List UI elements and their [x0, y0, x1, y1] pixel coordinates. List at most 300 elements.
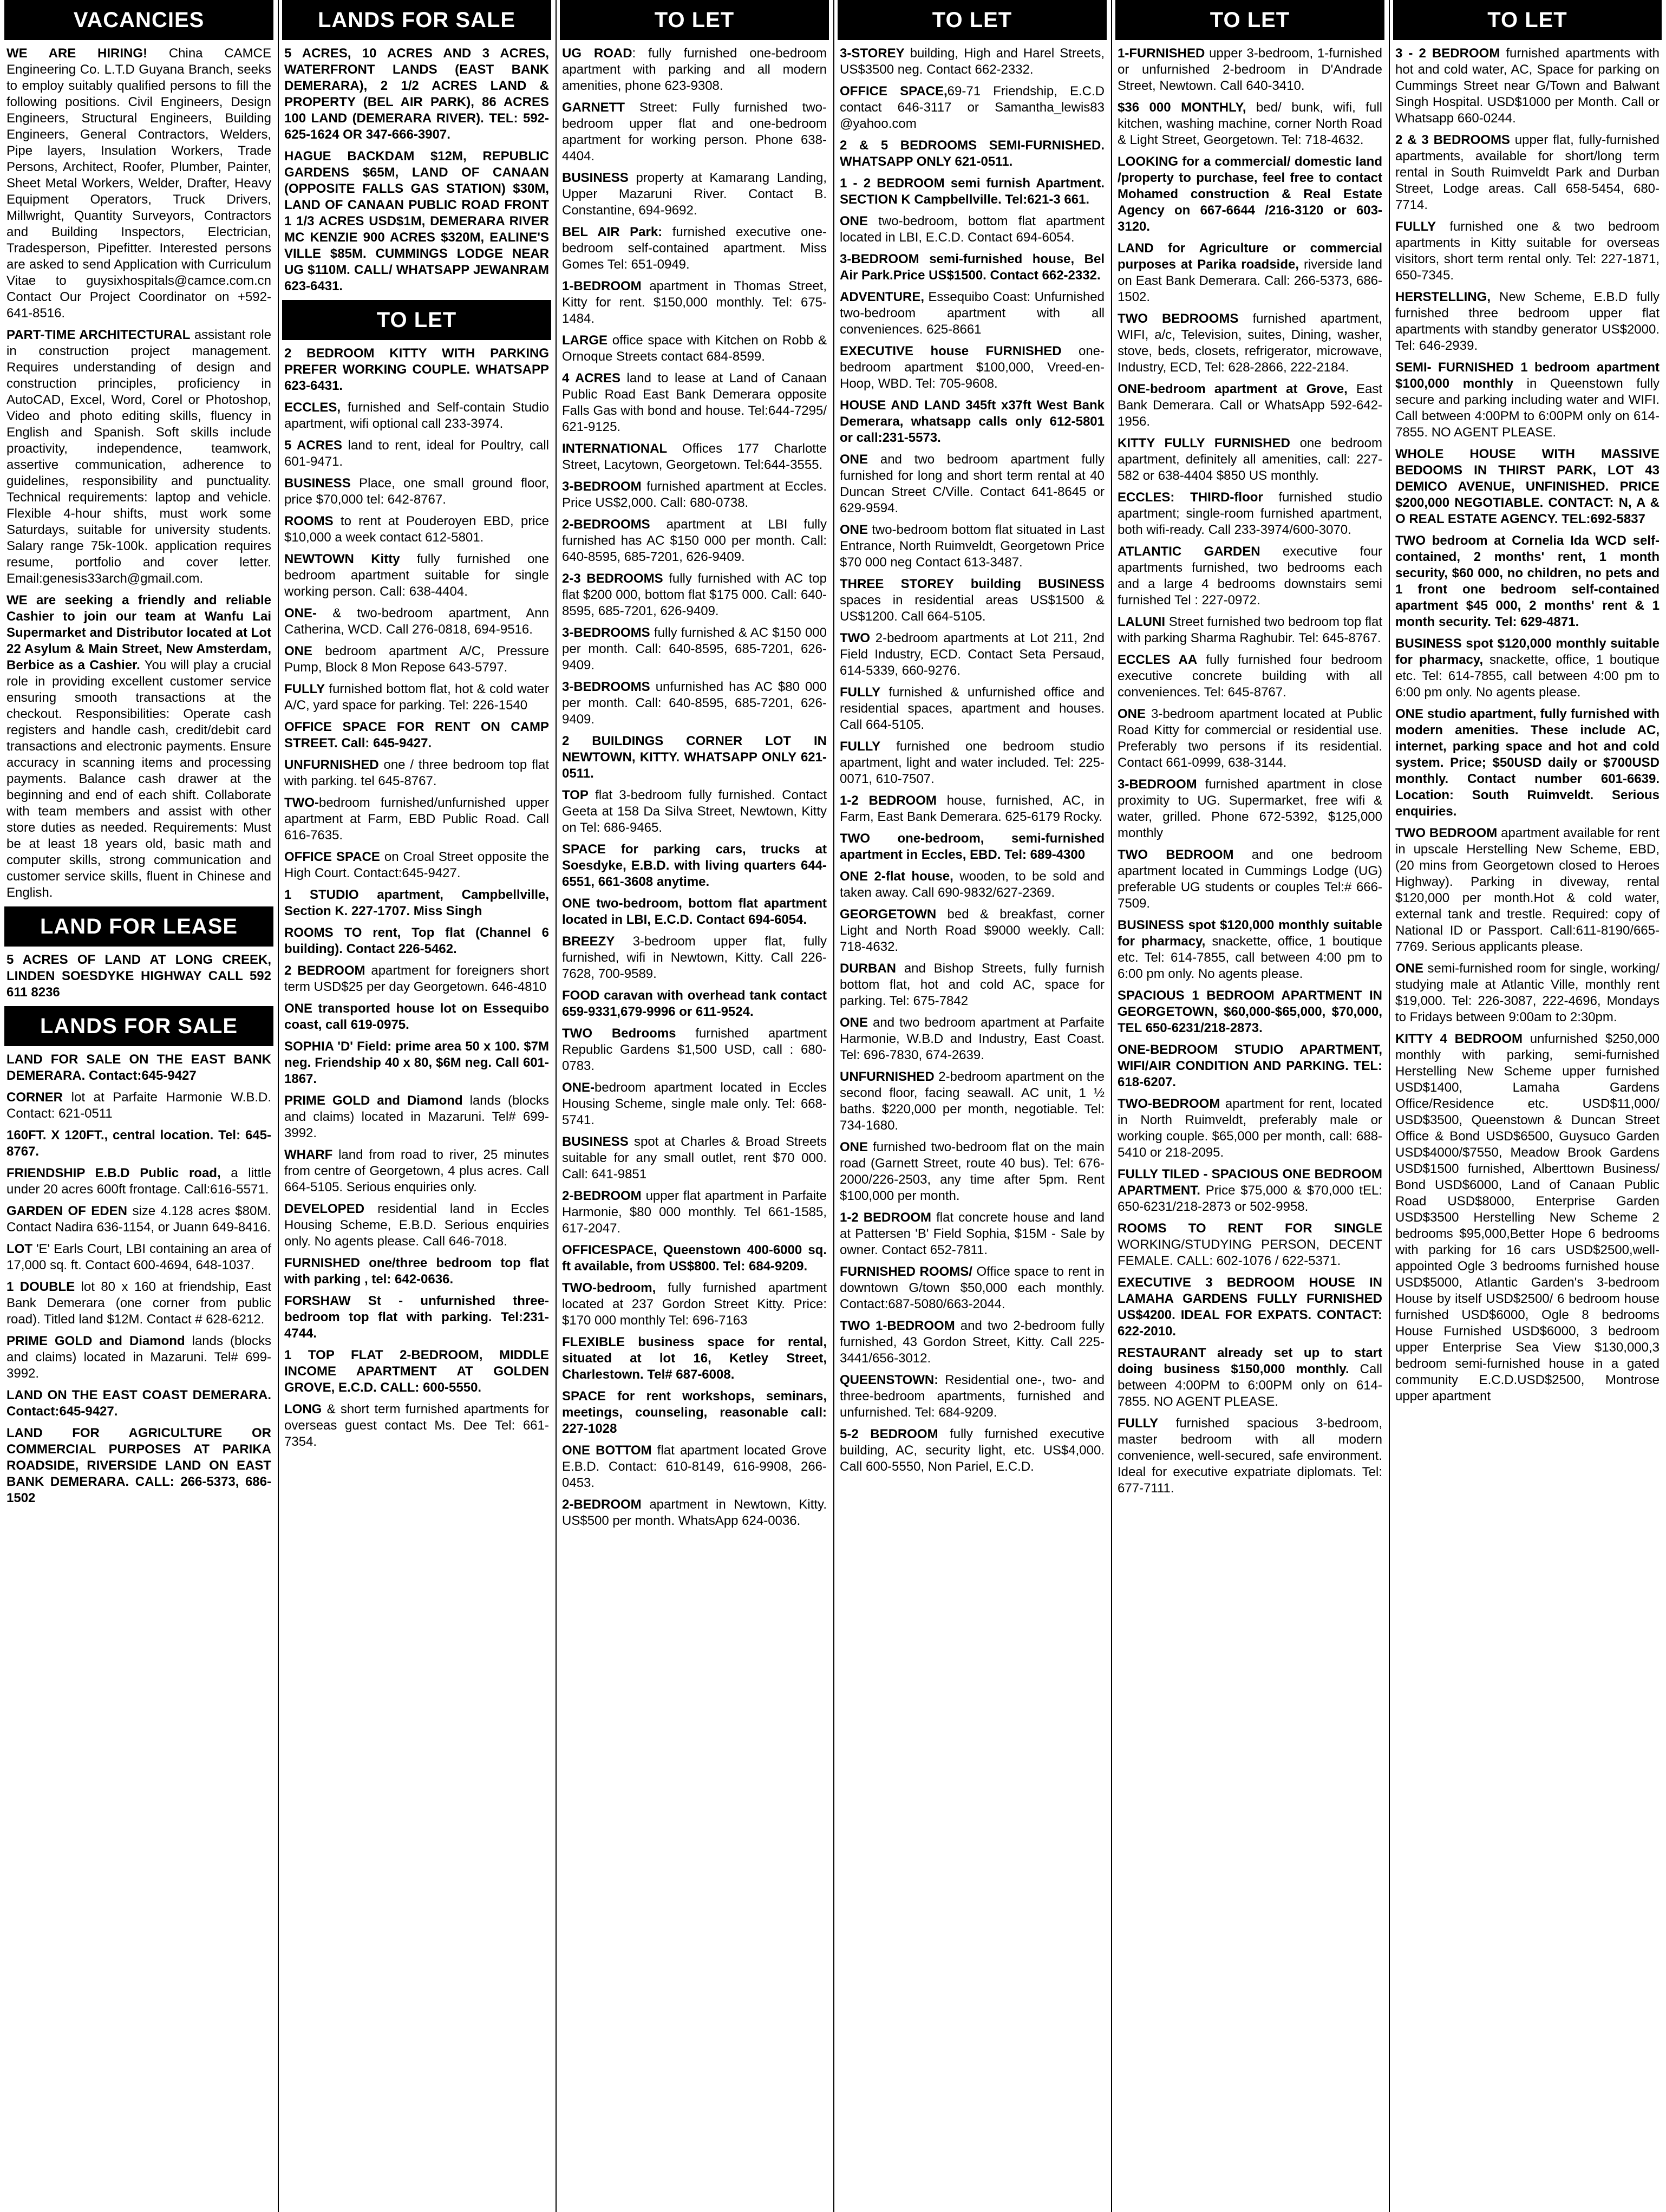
classified-ad [838, 397, 1107, 446]
ad-body: 3-bedroom upper flat, fully furnished, wifi in Newtown, Kitty. Call 226-7628, 700-9589. [562, 934, 827, 981]
classified-ad [1393, 219, 1662, 284]
ad-body: and one bedroom apartment located in Cummings Lodge (UG) preferable UG students or couples Tel:# 666-7509. [1118, 847, 1382, 911]
ad-lead: LALUNI [1118, 615, 1165, 629]
ad-lead: TWO one-bedroom, semi-furnished apartment in Eccles, EBD. Tel: 689-4300 [840, 831, 1105, 862]
ad-body: bedroom apartment located in Eccles Housing Scheme, single male only. Tel: 668-5741. [562, 1080, 827, 1127]
ad-body: spaces in residential areas US$1500 & US$1200. Call 664-5105. [840, 593, 1105, 624]
ad-lead: 2 & 3 BEDROOMS [1395, 133, 1510, 147]
classified-ad [4, 1333, 273, 1382]
classified-ad [560, 1026, 829, 1074]
classified-ad [560, 988, 829, 1020]
ad-lead: ONE- [562, 1080, 594, 1095]
ad-lead: $36 000 MONTHLY, [1118, 100, 1246, 115]
classified-ad [838, 1426, 1107, 1475]
classified-ad [282, 1293, 551, 1342]
ad-lead: THREE STOREY building BUSINESS [840, 577, 1105, 591]
ad-lead: UNFURNISHED [840, 1069, 935, 1084]
classified-ad [838, 1069, 1107, 1134]
classified-ad [282, 1093, 551, 1141]
classified-ad [282, 849, 551, 882]
ad-lead: TOP [562, 788, 589, 802]
ad-lead: ONE [284, 644, 313, 658]
classified-ad [838, 138, 1107, 170]
classified-ad [1393, 706, 1662, 820]
ad-lead: WHOLE HOUSE WITH MASSIVE BEDOOMS IN THIRST PARK, LOT 43 DEMICO AVENUE, UNFINISHED. PRICE $200,000 NEGOTIABLE. CONTACT: N, A & O REAL ESTATE AGENCY. TEL:692-5837 [1395, 447, 1660, 526]
ad-body: riverside land on East Bank Demerara. Call: 266-5373, 686-1502. [1118, 257, 1383, 304]
classified-ad [1393, 636, 1662, 701]
ad-lead: GARNETT [562, 100, 625, 115]
classified-ad [4, 1052, 273, 1084]
ad-body: assistant role in construction project management. Requires understanding of design and construction principles, proficiency in AutoCAD, Excel, Word, Corel or Photoshop, Video and photo editing skills, fluency in English and Spanish. Soft skills include proactivity, independence, teamwork, assertive communication, adherence to guidelines, responsibility and punctuality. Technical requirements: laptop and vehicle. Flexible 4-hour shifts, must work some Saturdays, suitable for university students. Salary range 75k-100k. application requires resume, portfolio and cover letter. Email:genesis33arch@gmail.com. [6, 328, 271, 586]
classified-ad [560, 679, 829, 728]
ad-lead: ONE-BEDROOM STUDIO APARTMENT, WIFI/AIR CONDITION AND PARKING. TEL: 618-6207. [1118, 1042, 1382, 1089]
classified-ad [560, 1497, 829, 1529]
ad-body: flat concrete house and land at Pattersen 'B' Field Sophia, $15M - Sale by owner. Contact 652-7811. [840, 1210, 1105, 1257]
section-header: TO LET [838, 0, 1107, 40]
ad-body: building, High and Harel Streets, US$3500 neg. Contact 662-2332. [840, 46, 1105, 77]
ad-lead: PRIME GOLD and Diamond [284, 1093, 463, 1108]
classified-ad [838, 251, 1107, 284]
ad-body: flat apartment located Grove E.B.D. Contact: 610-8149, 616-9908, 266-0453. [562, 1443, 827, 1490]
ad-lead: WHARF [284, 1147, 333, 1162]
ad-body: furnished two-bedroom flat on the main road (Garnett Street, route 40 bus). Tel: 676-2000/226-2503, any time after 5pm. Rent $100,000 per month. [840, 1140, 1105, 1203]
ad-body: 2-bedroom apartments at Lot 211, 2nd Field Industry, ECD. Contact Seta Persaud, 614-5339, 660-9276. [840, 631, 1105, 678]
ad-body: land to lease at Land of Canaan Public Road East Bank Demerara opposite Falls Gas with bond and house. Tel:644-7295/ 621-9125. [562, 371, 827, 434]
ad-body: and two 2-bedroom fully furnished, 43 Gordon Street, Kitty. Call 225- 3441/656-3012. [840, 1319, 1105, 1366]
column-to-let-1 [560, 0, 829, 2212]
classified-ad [1393, 360, 1662, 441]
classified-ad [282, 1347, 551, 1396]
classified-ad [282, 400, 551, 432]
ad-lead: PRIME GOLD and Diamond [6, 1334, 185, 1348]
classified-ad [1115, 1345, 1384, 1410]
ad-body: furnished apartment in close proximity to UG. Supermarket, free wifi & water, grilled. Phone 672-5392, $125,000 monthly [1118, 777, 1382, 840]
ad-lead: ONE [840, 452, 868, 467]
ad-lead: INTERNATIONAL [562, 441, 668, 456]
classified-ad [282, 605, 551, 638]
ad-body: and two bedroom apartment at Parfaite Harmonie, W.B.D and Industry, East Coast. Tel: 696-7830, 674-2639. [840, 1015, 1105, 1062]
classified-ad [838, 452, 1107, 517]
classified-ad [282, 681, 551, 714]
classified-ad [838, 1264, 1107, 1313]
ad-lead: BEL AIR Park: [562, 225, 663, 239]
ad-body: Price $75,000 & $70,000 tEL: 650-6231/218-2873 or 502-9958. [1118, 1183, 1382, 1214]
classified-ad [560, 733, 829, 782]
classified-ad [560, 571, 829, 619]
ad-body: spot at Charles & Broad Streets suitable for any small outlet, rent $70 000. Call: 641-9851 [562, 1134, 827, 1182]
classified-ad [1115, 544, 1384, 609]
ad-lead: 1 - 2 BEDROOM semi furnish Apartment. SECTION K Campbellville. Tel:621-3 661. [840, 176, 1105, 207]
ad-body: Residential one-, two- and three-bedroom apartments, furnished and unfurnished. Tel: 684-9209. [840, 1373, 1105, 1420]
ad-body: China CAMCE Engineering Co. L.T.D Guyana Branch, seeks to employ suitably qualified persons to fill the following positions. Civil Engineers, Design Engineers, Structural Engineers, Building Engineers, General Contractors, Welders, Pipe layers, Insulation Workers, Trade Persons, Architect, Roofer, Plumber, Painter, Sheet Metal Workers, Welder, Drafter, Heavy Equipment Operators, Truck Drivers, Millwright, Quantity Surveyors, Contractors and Building Inspectors, Electrician, Tradesperson, Pipefitter. Interested persons are asked to send Application with Curriculum Vitae to guysixhospitals@camce.com.cn Contact Our Project Coordinator on +592-641-8516. [6, 46, 271, 321]
ad-body: : fully furnished one-bedroom apartment with parking and all modern amenities, phone 623-9308. [562, 46, 827, 93]
ad-body: lot at Parfaite Harmonie W.B.D. Contact: 621-0511 [6, 1090, 271, 1121]
ad-body: furnished one bedroom studio apartment, light and water included. Tel: 225-0071, 610-7507. [840, 739, 1105, 786]
ad-body: furnished studio apartment; single-room furnished apartment, both wifi-ready. Call 233-3974/600-3070. [1118, 490, 1382, 537]
column-divider [278, 0, 279, 2212]
classified-ad [560, 787, 829, 836]
ad-lead: 2 BUILDINGS CORNER LOT IN NEWTOWN, KITTY. WHATSAPP ONLY 621-0511. [562, 734, 827, 781]
ad-body: furnished & unfurnished office and residential spaces, apartment and houses. Call 664-5105. [840, 685, 1105, 732]
classified-ad [560, 100, 829, 165]
ad-lead: ECCLES: THIRD-floor [1118, 490, 1263, 505]
column-to-let-2 [838, 0, 1107, 2212]
ad-lead: CORNER [6, 1090, 63, 1105]
ad-body: Call between 4:00PM to 6:00PM only on 614-7855. NO AGENT PLEASE. [1118, 1362, 1382, 1409]
ad-lead: BUSINESS [562, 1134, 629, 1149]
ad-lead: FULLY [840, 739, 881, 754]
ad-lead: OFFICESPACE, Queenstown 400-6000 sq. ft available, from US$800. Tel: 684-9209. [562, 1243, 827, 1274]
ad-lead: 3-STOREY [840, 46, 905, 61]
classified-ad [838, 793, 1107, 825]
ad-lead: ONE 2-flat house, [840, 869, 953, 884]
ad-lead: BUSINESS [562, 171, 629, 185]
column-divider [556, 0, 557, 2212]
ad-lead: LONG [284, 1402, 322, 1417]
ad-lead: KITTY FULLY FURNISHED [1118, 436, 1290, 451]
ad-body: apartment available for rent in upscale Herstelling New Scheme, EBD, (20 mins from Georgetown closed to Heroes Highway). Parking in diveway, rental $120,000 per month.Hot & cold water, external tank and trestle. Required: copy of National ID or Passport. Call:611-8190/665-7769. Serious applicants please. [1395, 826, 1660, 954]
classified-ad [1115, 847, 1384, 912]
ad-body: 69-71 Friendship, E.C.D contact 646-3117 or Samantha_lewis83 @yahoo.com [840, 84, 1105, 131]
classified-ad [838, 869, 1107, 901]
classified-ad [282, 438, 551, 470]
classified-ad [1115, 100, 1384, 148]
classified-ad [282, 643, 551, 676]
ad-body: furnished apartment Republic Gardens $1,500 USD, call : 680-0783. [562, 1026, 827, 1073]
ad-lead: BREEZY [562, 934, 615, 949]
ad-body: furnished apartment at Eccles. Price US$2,000. Call: 680-0738. [562, 479, 827, 510]
ad-lead: TWO [840, 631, 870, 645]
column-lands-for-sale [282, 0, 551, 2212]
classified-ad [1393, 825, 1662, 955]
section-header: TO LET [560, 0, 829, 40]
ad-body: upper flat apartment in Parfaite Harmonie, $80 000 monthly. Tel 661-1585, 617-2047. [562, 1189, 827, 1236]
ad-body: a little under 20 acres 600ft frontage. Call:616-5571. [6, 1166, 271, 1197]
ad-lead: ONE [1395, 961, 1424, 976]
classified-ad [1115, 652, 1384, 701]
ad-body: lot 80 x 160 at friendship, East Bank Demerara (one corner from public road). Titled land $12M. Contact # 628-6212. [6, 1280, 272, 1327]
ad-lead: SEMI- FURNISHED 1 bedroom apartment $100,000 monthly [1395, 360, 1660, 391]
classified-ad [1115, 988, 1384, 1036]
classified-ad [1115, 1275, 1384, 1340]
classified-ad [1115, 1166, 1384, 1215]
classified-ad [4, 1203, 273, 1236]
ad-lead: TWO BEDROOMS [1118, 311, 1239, 326]
ad-lead: LOOKING for a commercial/ domestic land /property to purchase, feel free to contact Mohamed construction & Real Estate Agency on 667-6644 /216-3120 or 603-3120. [1118, 154, 1382, 234]
column-vacancies [4, 0, 273, 2212]
ad-body: lands (blocks and claims) located in Mazaruni. Tel# 699-3992. [6, 1334, 271, 1381]
classified-ad [4, 1241, 273, 1274]
ad-lead: 1-2 BEDROOM [840, 1210, 932, 1225]
ad-body: fully furnished & AC $150 000 per month. Call: 640-8595, 685-7201, 626-9409. [562, 625, 827, 673]
ad-lead: KITTY 4 BEDROOM [1395, 1032, 1523, 1046]
classified-ad [4, 1425, 273, 1506]
ad-body: one-bedroom apartment $100,000, Vreed-en-Hoop, WBD. Tel: 705-9608. [840, 344, 1105, 391]
classified-ad [1393, 961, 1662, 1026]
classified-ad [838, 522, 1107, 571]
classified-ad [1115, 917, 1384, 982]
ad-lead: ROOMS TO rent, Top flat (Channel 6 building). Contact 226-5462. [284, 925, 549, 956]
classified-ad [838, 831, 1107, 863]
ad-body: bedroom furnished/unfurnished upper apartment at Farm, EBD Public Road. Call 616-7635. [284, 795, 549, 843]
ad-lead: LARGE [562, 333, 607, 348]
ad-lead: ATLANTIC GARDEN [1118, 544, 1260, 559]
classified-ad [282, 795, 551, 844]
ad-body: flat 3-bedroom fully furnished. Contact Geeta at 158 Da Silva Street, Newtown, Kitty on Tel: 686-9465. [562, 788, 827, 835]
classified-ad [4, 45, 273, 322]
ad-lead: ROOMS TO RENT FOR SINGLE [1118, 1221, 1382, 1236]
ad-lead: SPACE for parking cars, trucks at Soesdyke, E.B.D. with living quarters 644-6551, 661-3608 anytime. [562, 842, 827, 889]
classified-ad [282, 148, 551, 295]
classified-ad [282, 757, 551, 789]
ad-lead: ADVENTURE, [840, 290, 925, 304]
classified-ad [4, 327, 273, 587]
ad-lead: SOPHIA 'D' Field: prime area 50 x 100. $7M neg. Friendship 40 x 80, $6M neg. Call 601-1867. [284, 1039, 549, 1086]
ad-body: upper flat, fully-furnished apartments, available for short/long term rental in South Ruimveldt Park and Durban Street, Lodge areas. Call 658-5454, 680-7714. [1395, 133, 1660, 212]
classified-ad [838, 213, 1107, 246]
ad-body: 'E' Earls Court, LBI containing an area of 17,000 sq. ft. Contact 600-4694, 648-1037. [6, 1242, 271, 1273]
ad-lead: FULLY [840, 685, 881, 700]
ad-body: furnished and Self-contain Studio apartment, wifi optional call 233-3974. [284, 400, 549, 431]
ad-lead: GEORGETOWN [840, 907, 937, 922]
ad-body: apartment at LBI fully furnished has AC $150 000 per month. Call: 640-8595, 685-7201, 626-9409. [562, 517, 827, 564]
classified-ad [1115, 614, 1384, 647]
classified-ad [838, 1372, 1107, 1421]
ad-lead: 1 TOP FLAT 2-BEDROOM, MIDDLE INCOME APARTMENT AT GOLDEN GROVE, E.C.D. CALL: 600-5550. [284, 1348, 549, 1395]
classified-ad [560, 896, 829, 928]
classified-ad [838, 961, 1107, 1009]
classified-ad [1115, 1415, 1384, 1497]
ad-lead: EXECUTIVE 3 BEDROOM HOUSE IN LAMAHA GARDENS FULLY FURNISHED US$4200. IDEAL FOR EXPATS. CONTACT: 622-2010. [1118, 1275, 1382, 1339]
ad-body: one bedroom apartment, definitely all amenities, call: 227-582 or 638-4404 $850 US monthly. [1118, 436, 1382, 483]
ad-body: office space with Kitchen on Robb & Ornoque Streets contact 684-8599. [562, 333, 827, 364]
ad-body: snackette, office, 1 boutique etc. Tel: 614-7855, call between 4:00 pm to 6:00 pm only. No agents please. [1395, 652, 1660, 700]
ad-lead: 3-BEDROOMS [562, 625, 650, 640]
classified-ad [282, 1201, 551, 1250]
ad-body: apartment for rent, located in North Ruimveldt, preferably male or working couple. $65,000 per month, call: 688-5410 or 218-2095. [1118, 1097, 1382, 1160]
ad-lead: PART-TIME ARCHITECTURAL [6, 328, 191, 342]
ad-body: and two bedroom apartment fully furnished for long and short term rental at 40 Duncan Street C/Ville. Contact 641-8645 or 629-9594. [840, 452, 1105, 516]
classified-ad [282, 551, 551, 600]
classified-ad [560, 1443, 829, 1491]
ad-lead: HERSTELLING, [1395, 290, 1491, 304]
ad-body: on Croal Street opposite the High Court. Contact:645-9427. [284, 850, 549, 880]
ad-lead: UG ROAD [562, 46, 632, 61]
classified-ad [1115, 1042, 1384, 1091]
ad-body: furnished one & two bedroom apartments in Kitty suitable for overseas visitors, short term rental only. Tel: 227-1871, 650-7345. [1395, 219, 1660, 283]
classified-ad [838, 343, 1107, 392]
ad-lead: 5-2 BEDROOM [840, 1427, 938, 1441]
ad-body: snackette, office, 1 boutique etc. Tel: 614-7855, call between 4:00 pm to 6:00 pm only. No agents please. [1118, 934, 1382, 981]
ad-body: & short term furnished apartments for overseas guest contact Ms. Dee Tel: 661-7354. [284, 1402, 549, 1449]
ad-body: bed & breakfast, corner Light and North Road $9000 weekly. Call: 718-4632. [840, 907, 1105, 954]
classified-ad [838, 289, 1107, 338]
ad-lead: FORSHAW St - unfurnished three-bedroom top flat with parking. Tel:231-4744. [284, 1294, 549, 1341]
column-divider [1389, 0, 1390, 2212]
ad-lead: WE ARE HIRING! [6, 46, 148, 61]
classified-ad [282, 513, 551, 546]
ad-body: property at Kamarang Landing, Upper Mazaruni River. Contact B. Constantine, 694-9692. [562, 171, 827, 218]
ad-body: furnished bottom flat, hot & cold water A/C, yard space for parking. Tel: 226-1540 [284, 682, 549, 713]
ad-body: unfurnished has AC $80 000 per month. Call: 640-8595, 685-7201, 626-9409. [562, 680, 827, 727]
classified-ad [1115, 311, 1384, 376]
classified-ad [282, 925, 551, 957]
ad-lead: BUSINESS spot $120,000 monthly suitable for pharmacy, [1395, 636, 1660, 667]
ad-lead: TWO Bedrooms [562, 1026, 676, 1041]
classified-ad [282, 963, 551, 995]
column-to-let-3 [1115, 0, 1384, 2212]
ad-lead: 2 & 5 BEDROOMS SEMI-FURNISHED. WHATSAPP ONLY 621-0511. [840, 138, 1105, 169]
ad-body: house, furnished, AC, in Farm, East Bank Demerara. 625-6179 Rocky. [840, 793, 1105, 824]
classified-ad [1115, 240, 1384, 305]
ad-lead: 1-2 BEDROOM [840, 793, 937, 808]
classified-ad [282, 345, 551, 394]
ad-lead: ONE [840, 523, 868, 537]
ad-lead: FLEXIBLE business space for rental, situated at lot 16, Ketley Street, Charlestown. Tel# 687-6008. [562, 1335, 827, 1382]
classified-ad [560, 625, 829, 674]
ad-body: two-bedroom bottom flat situated in Last Entrance, North Ruimveldt, Georgetown Price $70 000 neg Contact 613-3487. [840, 523, 1105, 570]
ad-lead: DURBAN [840, 961, 896, 976]
classified-ad [4, 592, 273, 901]
ad-body: WORKING/STUDYING PERSON, DECENT FEMALE. CALL: 602-1076 / 622-5371. [1118, 1237, 1382, 1268]
ad-body: apartment in Newtown, Kitty. US$500 per month. WhatsApp 624-0036. [562, 1497, 827, 1528]
classified-ad [838, 1015, 1107, 1063]
ad-lead: 160FT. X 120FT., central location. Tel: 645-8767. [6, 1128, 271, 1159]
ad-lead: ONE [1118, 707, 1146, 721]
ad-body: land from road to river, 25 minutes from centre of Georgetown, 4 plus acres. Call 664-5105. Serious enquiries only. [284, 1147, 549, 1195]
classified-ad [560, 1080, 829, 1128]
ad-body: residential land in Eccles Housing Scheme, E.B.D. Serious enquiries only. No agents please. Call 646-7018. [284, 1202, 549, 1249]
ad-lead: ECCLES, [284, 400, 341, 415]
ad-lead: LAND ON THE EAST COAST DEMERARA. Contact:645-9427. [6, 1388, 271, 1419]
ad-lead: 2-BEDROOM [562, 1189, 642, 1203]
column-divider [1111, 0, 1112, 2212]
ad-body: one / three bedroom top flat with parking. tel 645-8767. [284, 758, 549, 788]
ad-body: Street furnished two bedroom top flat with parking Sharma Raghubir. Tel: 645-8767. [1118, 615, 1382, 645]
classified-ad [560, 1334, 829, 1383]
ad-lead: TWO-bedroom, [562, 1281, 656, 1295]
ad-lead: QUEENSTOWN: [840, 1373, 939, 1387]
ad-lead: LAND FOR AGRICULTURE OR COMMERCIAL PURPOSES AT PARIKA ROADSIDE, RIVERSIDE LAND ON EAST BANK DEMERARA. CALL: 266-5373, 686-1502 [6, 1426, 271, 1505]
classified-ad [838, 630, 1107, 679]
ad-body: New Scheme, E.B.D fully furnished three bedroom upper flat apartments with standby generator US$2000. Tel: 646-2939. [1395, 290, 1660, 353]
ad-lead: ONE transported house lot on Essequibo coast, call 619-0975. [284, 1001, 549, 1032]
ad-lead: FULLY [1118, 1416, 1159, 1431]
ad-body: East Bank Demerara. Call or WhatsApp 592-642-1956. [1118, 382, 1382, 429]
ad-body: bedroom apartment A/C, Pressure Pump, Block 8 Mon Repose 643-5797. [284, 644, 549, 675]
classified-ad [560, 517, 829, 565]
classified-ad [838, 684, 1107, 733]
ad-body: fully furnished one bedroom apartment suitable for single working person. Call: 638-4404. [284, 552, 549, 599]
classified-ad [1115, 435, 1384, 484]
ad-body: Office space to rent in downtown G/town $50,000 each monthly. Contact:687-5080/663-2044. [840, 1264, 1105, 1311]
classified-ad [1115, 490, 1384, 538]
classified-ad [1115, 1221, 1384, 1269]
classified-ad [560, 479, 829, 511]
classified-ad [838, 1318, 1107, 1367]
section-header: LANDS FOR SALE [4, 1006, 273, 1046]
ad-lead: 1 STUDIO apartment, Campbellville, Section K. 227-1707. Miss Singh [284, 888, 549, 918]
classified-ad [4, 1165, 273, 1198]
ad-lead: 2-BEDROOMS [562, 517, 650, 532]
classified-ad [1115, 1096, 1384, 1161]
ad-lead: FULLY [284, 682, 325, 696]
ad-lead: FURNISHED ROOMS/ [840, 1264, 972, 1279]
classified-ad [838, 83, 1107, 132]
ad-body: Essequibo Coast: Unfurnished two-bedroom apartment with all conveniences. 625-8661 [840, 290, 1105, 337]
ad-body: furnished apartments with hot and cold water, AC, Space for parking on Cummings Street near G/Town and Balwant Singh Hospital. USD$1000 per Month. Call or Whatsapp 660-0244. [1395, 46, 1660, 126]
ad-body: Street: Fully furnished two-bedroom upper flat and one-bedroom apartment for working person. Phone 638-4404. [562, 100, 827, 164]
ad-lead: 3-BEDROOM semi-furnished house, Bel Air Park.Price US$1500. Contact 662-2332. [840, 252, 1105, 283]
ad-body: bed/ bunk, wifi, full kitchen, washing machine, corner North Road & Light Street, Georgetown. Tel: 718-4632. [1118, 100, 1382, 147]
classified-ad [1393, 45, 1662, 127]
ad-lead: FURNISHED one/three bedroom top flat with parking , tel: 642-0636. [284, 1256, 549, 1287]
ad-lead: 5 ACRES [284, 438, 343, 453]
ad-body: furnished spacious 3-bedroom, master bedroom with all modern convenience, well-secured, safe environment. Ideal for executive expatriate diplomats. Tel: 677-7111. [1118, 1416, 1382, 1496]
classified-ad [282, 1401, 551, 1450]
ad-body: You will play a crucial role in providing excellent customer service ensuring smooth transactions at the checkout. Responsibilities: Operate cash registers and handle cash, credit/debit card transactions and electronic payments. Ensure accuracy in scanning items and processing payments. Balance cash drawer at the beginning and end of each shift. Collaborate with team members and assist with other store duties as needed. Requirements: Must be at least 18 years old, basic math and computer skills, strong communication and customer service skills, fluent in Chinese and English. [6, 658, 271, 900]
ad-lead: TWO 1-BEDROOM [840, 1319, 955, 1333]
ad-lead: 3-BEDROOMS [562, 680, 650, 694]
classified-ad [560, 370, 829, 435]
classified-ad [560, 441, 829, 473]
ad-lead: TWO bedroom at Cornelia Ida WCD self-contained, 2 months' rent, 1 month security, $60 000, no children, no pets and 1 front one bedroom self-contained apartment $45 000, 2 months' rent & 1 month security. Tel: 629-4871. [1395, 533, 1660, 629]
ad-body: two-bedroom, bottom flat apartment located in LBI, E.C.D. Contact 694-6054. [840, 214, 1105, 245]
ad-body: apartment for foreigners short term USD$25 per day Georgetown. 646-4810 [284, 963, 549, 994]
ad-body: land to rent, ideal for Poultry, call 601-9471. [284, 438, 549, 469]
classified-ad [560, 45, 829, 94]
ad-lead: 2 BEDROOM [284, 963, 365, 978]
ad-lead: FULLY TILED - SPACIOUS ONE BEDROOM APARTMENT. [1118, 1167, 1382, 1198]
ad-body: fully furnished executive building, AC, security light, etc. US$4,000. Call 600-5550, Non Pariel, E.C.D. [840, 1427, 1105, 1474]
ad-body: 2-bedroom apartment on the second floor, facing seawall. AC unit, 1 ½ baths. $220,000 per month, negotiable. Tel: 734-1680. [840, 1069, 1105, 1133]
ad-lead: UNFURNISHED [284, 758, 379, 772]
classified-ad [282, 719, 551, 752]
ad-lead: SPACIOUS 1 BEDROOM APARTMENT IN GEORGETOWN, $60,000-$65,000, $70,000, TEL 650-6231/218-2873. [1118, 988, 1382, 1035]
classified-ad [838, 576, 1107, 625]
classified-ad [1115, 381, 1384, 430]
classified-ad [1393, 446, 1662, 527]
ad-lead: ONE- [284, 606, 317, 621]
classified-ad [838, 45, 1107, 78]
classified-ad [1115, 777, 1384, 841]
ad-body: Place, one small ground floor, price $70,000 tel: 642-8767. [284, 476, 549, 507]
ad-body: lands (blocks and claims) located in Mazaruni. Tel# 699-3992. [284, 1093, 549, 1140]
ad-lead: 3 - 2 BEDROOM [1395, 46, 1500, 61]
ad-lead: TWO- [284, 795, 319, 810]
ad-lead: 3-BEDROOM [562, 479, 642, 494]
ad-body: and Bishop Streets, fully furnish bottom flat, hot and cold AC, space for parking. Tel: 675-7842 [840, 961, 1105, 1008]
classified-ad [560, 1280, 829, 1329]
ad-lead: 1-BEDROOM [562, 279, 642, 293]
ad-lead: 3-BEDROOM [1118, 777, 1197, 792]
classified-ad [560, 1388, 829, 1437]
ad-lead: 2-3 BEDROOMS [562, 571, 663, 586]
ad-lead: ONE [840, 1015, 868, 1030]
section-header: TO LET [282, 300, 551, 340]
classified-ad [560, 1188, 829, 1237]
classified-ad [282, 45, 551, 143]
ad-lead: RESTAURANT already set up to start doing business $150,000 monthly. [1118, 1346, 1382, 1376]
ad-body: fully furnished four bedroom executive concrete building with all conveniences. Tel: 645-8767. [1118, 652, 1382, 700]
classified-ad [1393, 533, 1662, 630]
classified-ad [838, 906, 1107, 955]
ad-lead: BUSINESS spot $120,000 monthly suitable for pharmacy, [1118, 918, 1382, 949]
ad-lead: SPACE for rent workshops, seminars, meetings, counseling, reasonable call: 227-1028 [562, 1389, 827, 1436]
classified-ad [1115, 154, 1384, 235]
ad-body: furnished executive one-bedroom self-contained apartment. Miss Gomes Tel: 651-0949. [562, 225, 827, 272]
classified-ad [282, 1039, 551, 1087]
